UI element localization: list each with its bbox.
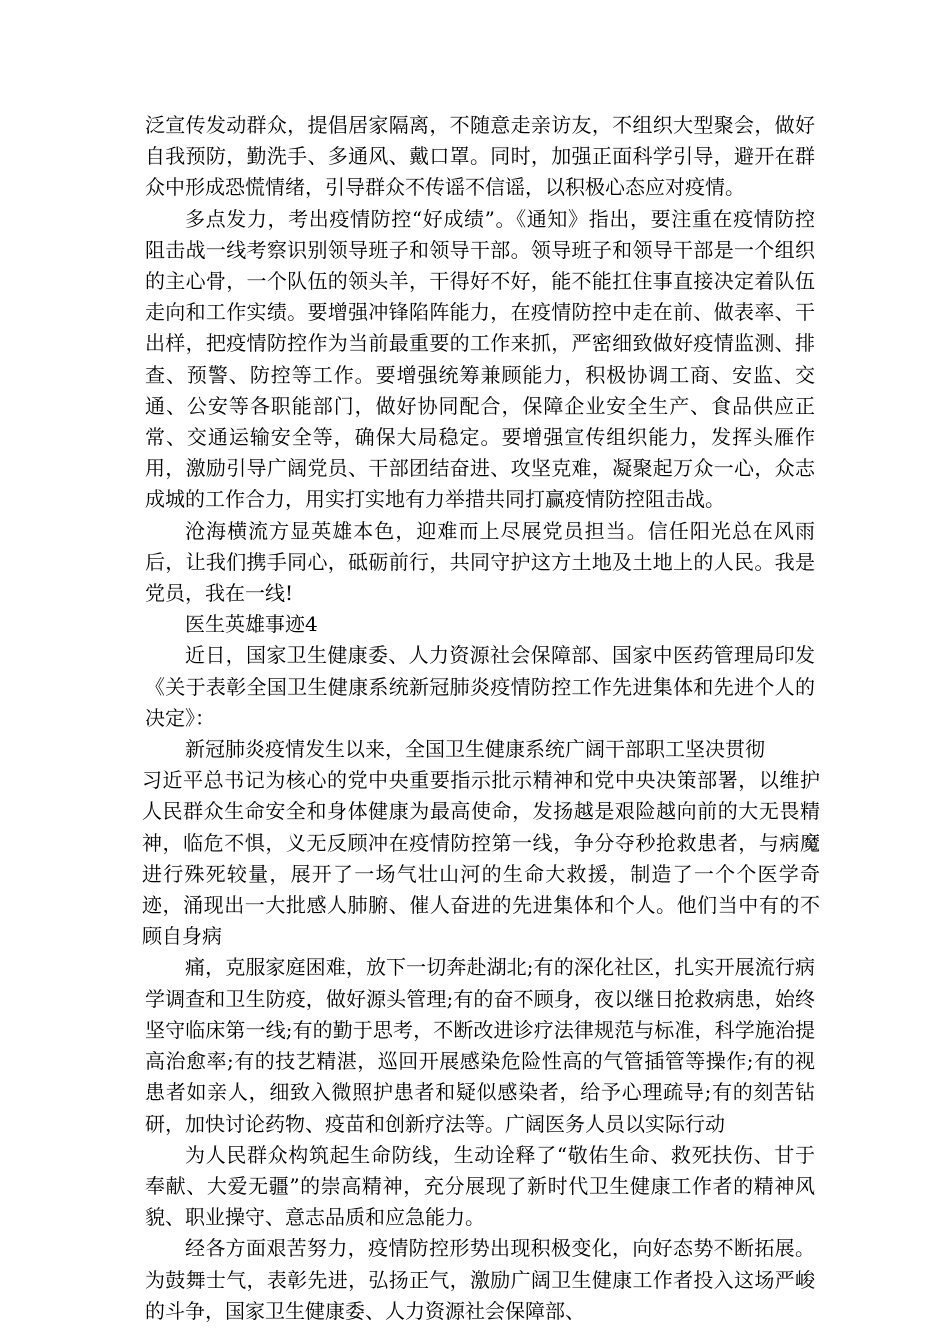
paragraph-9: 经各方面艰苦努力，疫情防控形势出现积极变化，向好态势不断拓展。为鼓舞士气，表彰先进，弘扬正气，激励广阔卫生健康工作者投入这场严峻的斗争，国家卫生健康委、人力资源社会保障部、 <box>145 1236 815 1323</box>
document-body <box>142 110 820 1327</box>
paragraph-2: 多点发力，考出疫情防控“好成绩”。《通知》指出，要注重在疫情防控阻击战一线考察识别领导班子和领导干部。领导班子和领导干部是一个组织的主心骨，一个队伍的领头羊，干得好不好，能不能扛住事直接决定着队伍走向和工作实绩。要增强冲锋陷阵能力，在疫情防控中走在前、做表率、干出样，把疫情防控作为当前最重要的工作来抓，严密细致做好疫情监测、排查、预警、防控等工作。要增强统筹兼顾能力，积极协调工商、安监、交通、公安等各职能部门，做好协同配合，保障企业安全生产、食品供应正常、交通运输安全等，确保大局稳定。要增强宣传组织能力，发挥头雁作用，激励引导广阔党员、干部团结奋进、攻坚克难，凝聚起万众一心，众志成城的工作合力，用实打实地有力举措共同打赢疫情防控阻击战。 <box>145 206 815 512</box>
paragraph-8: 为人民群众构筑起生命防线，生动诠释了“敬佑生命、救死扶伤、甘于奉献、大爱无疆”的崇高精神，充分展现了新时代卫生健康工作者的精神风貌、职业操守、意志品质和应急能力。 <box>145 1142 815 1230</box>
section-heading: 医生英雄事迹4 <box>185 612 318 637</box>
paragraph-1: 泛宣传发动群众，提倡居家隔离，不随意走亲访友，不组织大型聚会，做好自我预防，勤洗手、多通风、戴口罩。同时，加强正面科学引导，避开在群众中形成恐慌情绪，引导群众不传谣不信谣，以积极心态应对疫情。 <box>145 113 815 200</box>
paragraph-7: 痛，克服家庭困难，放下一切奔赴湖北;有的深化社区，扎实开展流行病学调查和卫生防疫，做好源头管理;有的奋不顾身，夜以继日抢救病患，始终坚守临床第一线;有的勤于思考，不断改进诊疗法律规范与标准，科学施治提高治愈率;有的技艺精湛，巡回开展感染危险性高的气管插管等操作;有的视患者如亲人，细致入微照护患者和疑似感染者，给予心理疏导;有的刻苦钻研，加快讨论药物、疫苗和创新疗法等。广阔医务人员以实际行动 <box>145 955 815 1136</box>
paragraph-4: 近日，国家卫生健康委、人力资源社会保障部、国家中医药管理局印发《关于表彰全国卫生健康系统新冠肺炎疫情防控工作先进集体和先进个人的决定》： <box>145 643 815 730</box>
paragraph-6: 习近平总书记为核心的党中央重要指示批示精神和党中央决策部署，以维护人民群众生命安全和身体健康为最高使命，发扬越是艰险越向前的大无畏精神，临危不惧，义无反顾冲在疫情防控第一线，争分夺秒抢救患者，与病魔进行殊死较量，展开了一场气壮山河的生命大救援，制造了一个个医学奇迹，涌现出一大批感人肺腑、催人奋进的先进集体和个人。他们当中有的不顾自身病 <box>142 768 820 949</box>
paragraph-3: 沧海横流方显英雄本色，迎难而上尽展党员担当。信任阳光总在风雨后，让我们携手同心，砥砺前行，共同守护这方土地及土地上的人民。我是党员，我在一线! <box>145 518 815 606</box>
paragraph-5: 新冠肺炎疫情发生以来，全国卫生健康系统广阔干部职工坚决贯彻 <box>185 737 765 762</box>
